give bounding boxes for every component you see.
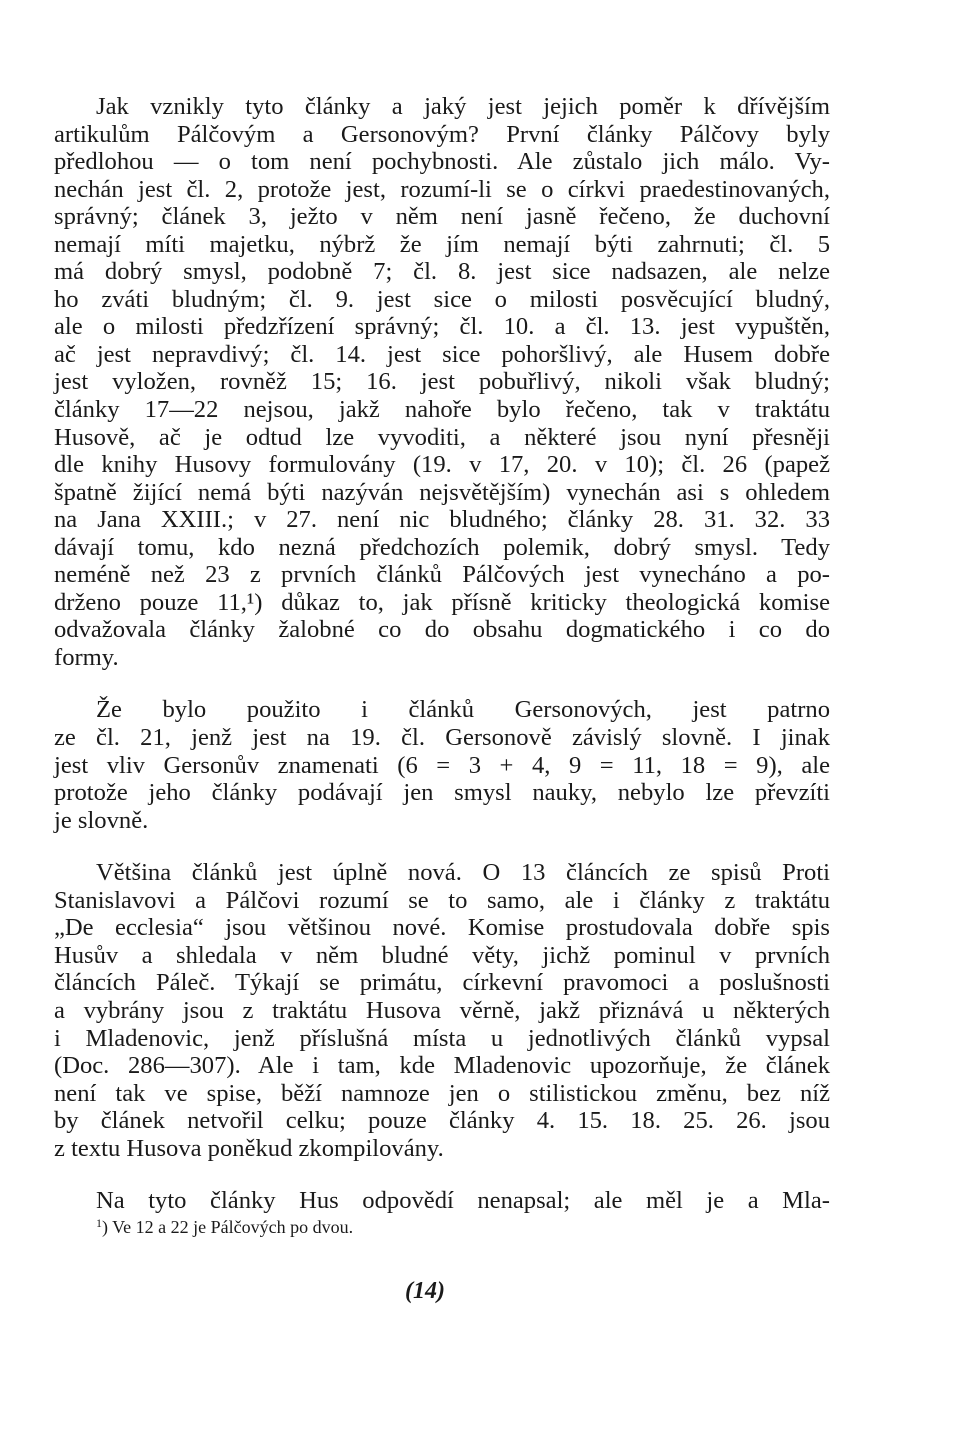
text-line: z textu Husova poněkud zkompilovány. <box>54 1134 444 1162</box>
text-line: článcích Páleč. Týkají se primátu, církevní pravomoci a poslušnosti <box>54 969 830 997</box>
text-line: ze čl. 21, jenž jest na 19. čl. Gersonově závislý slovně. I jinak <box>54 724 830 752</box>
text-line: dávají tomu, kdo nezná předchozích polemik, dobrý smysl. Tedy <box>54 533 830 561</box>
paragraph-2 <box>54 696 830 834</box>
text-line: „De ecclesia“ jsou většinou nové. Komise prostudovala dobře spis <box>54 914 830 942</box>
body-text <box>54 93 830 1215</box>
text-line: a vybrány jsou z traktátu Husova věrně, jakž přiznává u některých <box>54 996 830 1024</box>
footnote <box>96 1212 353 1238</box>
text-line: dle knihy Husovy formulovány (19. v 17, 20. v 10); čl. 26 (papež <box>54 451 830 479</box>
text-line: Na tyto články Hus odpovědí nenapsal; ale měl je a Mla- <box>96 1187 830 1215</box>
text-line: odvažovala články žalobné co do obsahu dogmatického i co do <box>54 616 830 644</box>
text-line: i Mladenovic, jenž příslušná místa u jednotlivých článků vypsal <box>54 1024 830 1052</box>
text-line: drženo pouze 11,¹) důkaz to, jak přísně kriticky theologická komise <box>54 588 830 616</box>
text-line: formy. <box>54 643 119 671</box>
text-line: protože jeho články podávají jen smysl nauky, nebylo lze převzíti <box>54 779 830 807</box>
text-line: Jak vznikly tyto články a jaký jest jejich poměr k dřívějším <box>96 93 830 120</box>
paragraph-3 <box>54 859 830 1162</box>
text-line: ho zváti bludným; čl. 9. jest sice o milosti posvěcující bludný, <box>54 285 830 313</box>
text-line: Husově, ač je odtud lze vyvoditi, a některé jsou nyní přesněji <box>54 423 830 451</box>
page-number: (14) <box>405 1278 445 1304</box>
text-line: neméně než 23 z prvních článků Pálčových jest vynecháno a po- <box>54 561 830 589</box>
footnote-marker: 1 <box>96 1216 102 1230</box>
text-line: nechán jest čl. 2, protože jest, rozumí-li se o církvi praedestinovaných, <box>54 175 830 203</box>
text-line: není tak ve spise, běží namnoze jen o stilistickou změnu, bez níž <box>54 1079 830 1107</box>
text-line: ale o milosti předzřízení správný; čl. 10. a čl. 13. jest vypuštěn, <box>54 313 830 341</box>
text-line: je slovně. <box>54 806 149 834</box>
text-line: špatně žijící nemá býti nazýván nejsvětějším) vynechán asi s ohledem <box>54 478 830 506</box>
paragraph-1 <box>54 93 830 671</box>
text-line: Stanislavovi a Pálčovi rozumí se to samo, ale i články z traktátu <box>54 886 830 914</box>
footnote-text: ) Ve 12 a 22 je Pálčových po dvou. <box>102 1217 354 1237</box>
text-line: jest vyložen, rovněž 15; 16. jest pobuřlivý, nikoli však bludný; <box>54 368 830 396</box>
text-line: (Doc. 286—307). Ale i tam, kde Mladenovic upozorňuje, že článek <box>54 1052 830 1080</box>
text-line: ač jest nepravdivý; čl. 14. jest sice pohoršlivý, ale Husem dobře <box>54 340 830 368</box>
text-line: Že bylo použito i článků Gersonových, jest patrno <box>96 696 830 724</box>
paragraph-4 <box>54 1187 830 1215</box>
text-line: má dobrý smysl, podobně 7; čl. 8. jest sice nadsazen, ale nelze <box>54 258 830 286</box>
text-line: by článek netvořil celku; pouze články 4. 15. 18. 25. 26. jsou <box>54 1107 830 1135</box>
text-line: nemají míti majetku, nýbrž že jím nemají býti zahrnuti; čl. 5 <box>54 230 830 258</box>
text-line: jest vliv Gersonův znamenati (6 = 3 + 4, 9 = 11, 18 = 9), ale <box>54 751 830 779</box>
text-line: Většina článků jest úplně nová. O 13 článcích ze spisů Proti <box>96 859 830 887</box>
text-line: předlohou — o tom není pochybnosti. Ale zůstalo jich málo. Vy- <box>54 148 830 176</box>
text-line: na Jana XXIII.; v 27. není nic bludného; články 28. 31. 32. 33 <box>54 506 830 534</box>
text-line: Husův a shledala v něm bludné věty, jichž pominul v prvních <box>54 941 830 969</box>
text-line: artikulům Pálčovým a Gersonovým? První články Pálčovy byly <box>54 120 830 148</box>
text-line: články 17—22 nejsou, jakž nahoře bylo řečeno, tak v traktátu <box>54 396 830 424</box>
text-line: správný; článek 3, ježto v něm není jasně řečeno, že duchovní <box>54 203 830 231</box>
